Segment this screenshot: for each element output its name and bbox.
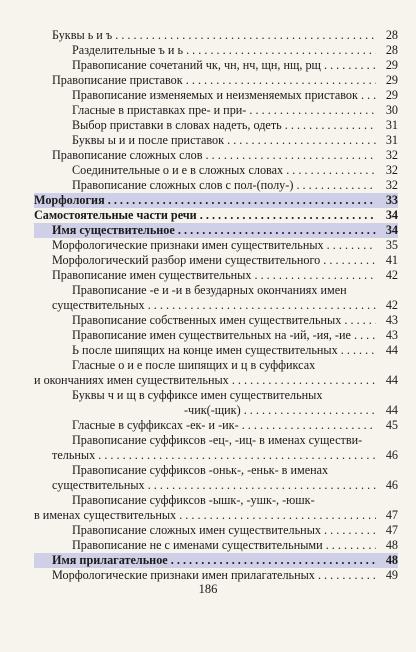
toc-entry[interactable]	[34, 268, 398, 283]
toc-entry-title: существительных . . .	[52, 478, 376, 493]
toc-entry-page: 47	[385, 508, 398, 522]
toc-entry-title: Правописание сочетаний чк, чн, нч, щн, нщ, рщ . . .	[72, 58, 376, 73]
toc-entry-title: Морфологические признаки имен существительных . . .	[52, 238, 376, 253]
toc-entry-page: 48	[385, 538, 398, 552]
toc-entry-title: Буквы ы и и после приставок . . .	[72, 133, 376, 148]
toc-entry[interactable]	[34, 538, 398, 553]
page-number: 186	[198, 582, 218, 596]
toc-section-heading[interactable]	[34, 193, 398, 208]
toc-entry-title: в именах существительных . . .	[34, 508, 376, 523]
toc-entry-title: Морфология . . .	[34, 193, 376, 208]
toc-entry-page: 33	[385, 193, 398, 207]
toc-entry-title: тельных . . .	[52, 448, 376, 463]
toc-entry-title: Буквы ь и ъ . . .	[52, 28, 376, 43]
toc-entry-page: 32	[385, 178, 398, 192]
toc-entry-title: Правописание сложных слов . . .	[52, 148, 376, 163]
toc-entry-line: Правописание суффиксов -оньк-, -еньк- в именах	[72, 463, 329, 477]
toc-entry-title: и окончаниях имен существительных . . .	[34, 373, 376, 388]
toc-entry-title: Правописание собственных имен существительных . . .	[72, 313, 376, 328]
toc-entry-title: Самостоятельные части речи . . .	[34, 208, 376, 223]
toc-entry[interactable]	[34, 238, 398, 253]
toc-entry[interactable]	[34, 163, 398, 178]
toc-entry[interactable]	[34, 418, 398, 433]
toc-entry[interactable]	[34, 523, 398, 538]
toc-entry-page: 34	[385, 208, 398, 222]
toc-entry[interactable]	[34, 58, 398, 73]
toc-entry-page: 29	[385, 88, 398, 102]
toc-entry-page: 28	[385, 43, 398, 57]
toc-entry-line: Правописание -е и -и в безударных окончаниях имен	[72, 283, 347, 297]
toc-entry-title: Выбор приставки в словах надеть, одеть . . .	[72, 118, 376, 133]
toc-entry[interactable]	[34, 373, 398, 388]
toc-entry[interactable]	[34, 403, 398, 418]
toc-entry-title: Морфологические признаки имен прилагательных . . .	[52, 568, 376, 583]
toc-entry[interactable]	[34, 118, 398, 133]
toc-entry-page: 44	[385, 373, 398, 387]
toc-entry[interactable]	[34, 478, 398, 493]
toc-entry-page: 29	[385, 73, 398, 87]
toc-entry[interactable]	[34, 133, 398, 148]
toc-entry-page: 28	[385, 28, 398, 42]
toc-entry[interactable]	[34, 253, 398, 268]
toc-entry-page: 30	[385, 103, 398, 117]
toc-entry-title: Правописание приставок . . .	[52, 73, 376, 88]
toc-entry[interactable]	[34, 328, 398, 343]
toc-entry-page: 44	[385, 343, 398, 357]
toc-entry[interactable]	[34, 28, 398, 43]
toc-entry-page: 42	[385, 298, 398, 312]
toc-entry[interactable]	[34, 178, 398, 193]
toc-entry-title: Гласные в приставках пре- и при- . . .	[72, 103, 376, 118]
toc-entry-title: -чик(-щик) . . .	[184, 403, 376, 418]
toc-entry[interactable]	[34, 298, 398, 313]
toc-entry-title: Разделительные ъ и ь . . .	[72, 43, 376, 58]
toc-entry-page: 41	[385, 253, 398, 267]
toc-subsection-heading[interactable]	[34, 553, 398, 568]
toc-entry-page: 47	[385, 523, 398, 537]
toc-entry[interactable]	[34, 568, 398, 583]
toc-subsection-heading[interactable]	[34, 223, 398, 238]
toc-entry-page: 42	[385, 268, 398, 282]
toc-entry-line: Правописание суффиксов -ышк-, -ушк-, -юшк-	[72, 493, 315, 507]
toc-entry-title: существительных . . .	[52, 298, 376, 313]
toc-entry-page: 45	[385, 418, 398, 432]
toc-entry-page: 32	[385, 148, 398, 162]
toc-entry-page: 35	[385, 238, 398, 252]
toc-entry-title: Ь после шипящих на конце имен существительных . . .	[72, 343, 376, 358]
table-of-contents	[34, 28, 398, 583]
toc-entry-page: 34	[385, 223, 398, 237]
toc-entry-page: 43	[385, 313, 398, 327]
toc-entry[interactable]	[34, 43, 398, 58]
toc-entry-title: Правописание сложных имен существительных . . .	[72, 523, 376, 538]
toc-entry-page: 44	[385, 403, 398, 417]
toc-entry-title: Имя прилагательное . . .	[52, 553, 376, 568]
toc-entry[interactable]	[34, 343, 398, 358]
toc-entry[interactable]	[34, 88, 398, 103]
toc-entry[interactable]	[34, 313, 398, 328]
toc-entry[interactable]	[34, 448, 398, 463]
toc-entry-page: 48	[385, 553, 398, 567]
toc-entry-title: Соединительные о и е в сложных словах . . .	[72, 163, 376, 178]
toc-entry-page: 31	[385, 133, 398, 147]
toc-entry-title: Правописание имен существительных . . .	[52, 268, 376, 283]
toc-entry-title: Имя существительное . . .	[52, 223, 376, 238]
toc-entry-page: 46	[385, 448, 398, 462]
toc-entry[interactable]	[34, 508, 398, 523]
toc-entry-title: Правописание имен существительных на -ий, -ия, -ие . . .	[72, 328, 376, 343]
toc-entry-page: 31	[385, 118, 398, 132]
toc-entry-title: Правописание не с именами существительными . . .	[72, 538, 376, 553]
toc-entry[interactable]	[34, 73, 398, 88]
toc-entry-page: 29	[385, 58, 398, 72]
toc-entry-title: Морфологический разбор имени существительного . . .	[52, 253, 376, 268]
toc-section-heading[interactable]	[34, 208, 398, 223]
toc-entry-line: Правописание суффиксов -ец-, -иц- в именах существи-	[72, 433, 363, 447]
toc-entry-page: 49	[385, 568, 398, 582]
toc-entry-title: Гласные в суффиксах -ек- и -ик- . . .	[72, 418, 376, 433]
toc-entry-line: Буквы ч и щ в суффиксе имен существительных	[72, 388, 323, 402]
toc-entry-page: 32	[385, 163, 398, 177]
toc-entry[interactable]	[34, 103, 398, 118]
toc-entry-title: Правописание изменяемых и неизменяемых приставок . . .	[72, 88, 376, 103]
toc-entry-page: 43	[385, 328, 398, 342]
toc-entry-page: 46	[385, 478, 398, 492]
toc-entry[interactable]	[34, 148, 398, 163]
toc-entry-line: Гласные о и е после шипящих и ц в суффиксах	[72, 358, 316, 372]
toc-entry-title: Правописание сложных слов с пол-(полу-) . . .	[72, 178, 376, 193]
